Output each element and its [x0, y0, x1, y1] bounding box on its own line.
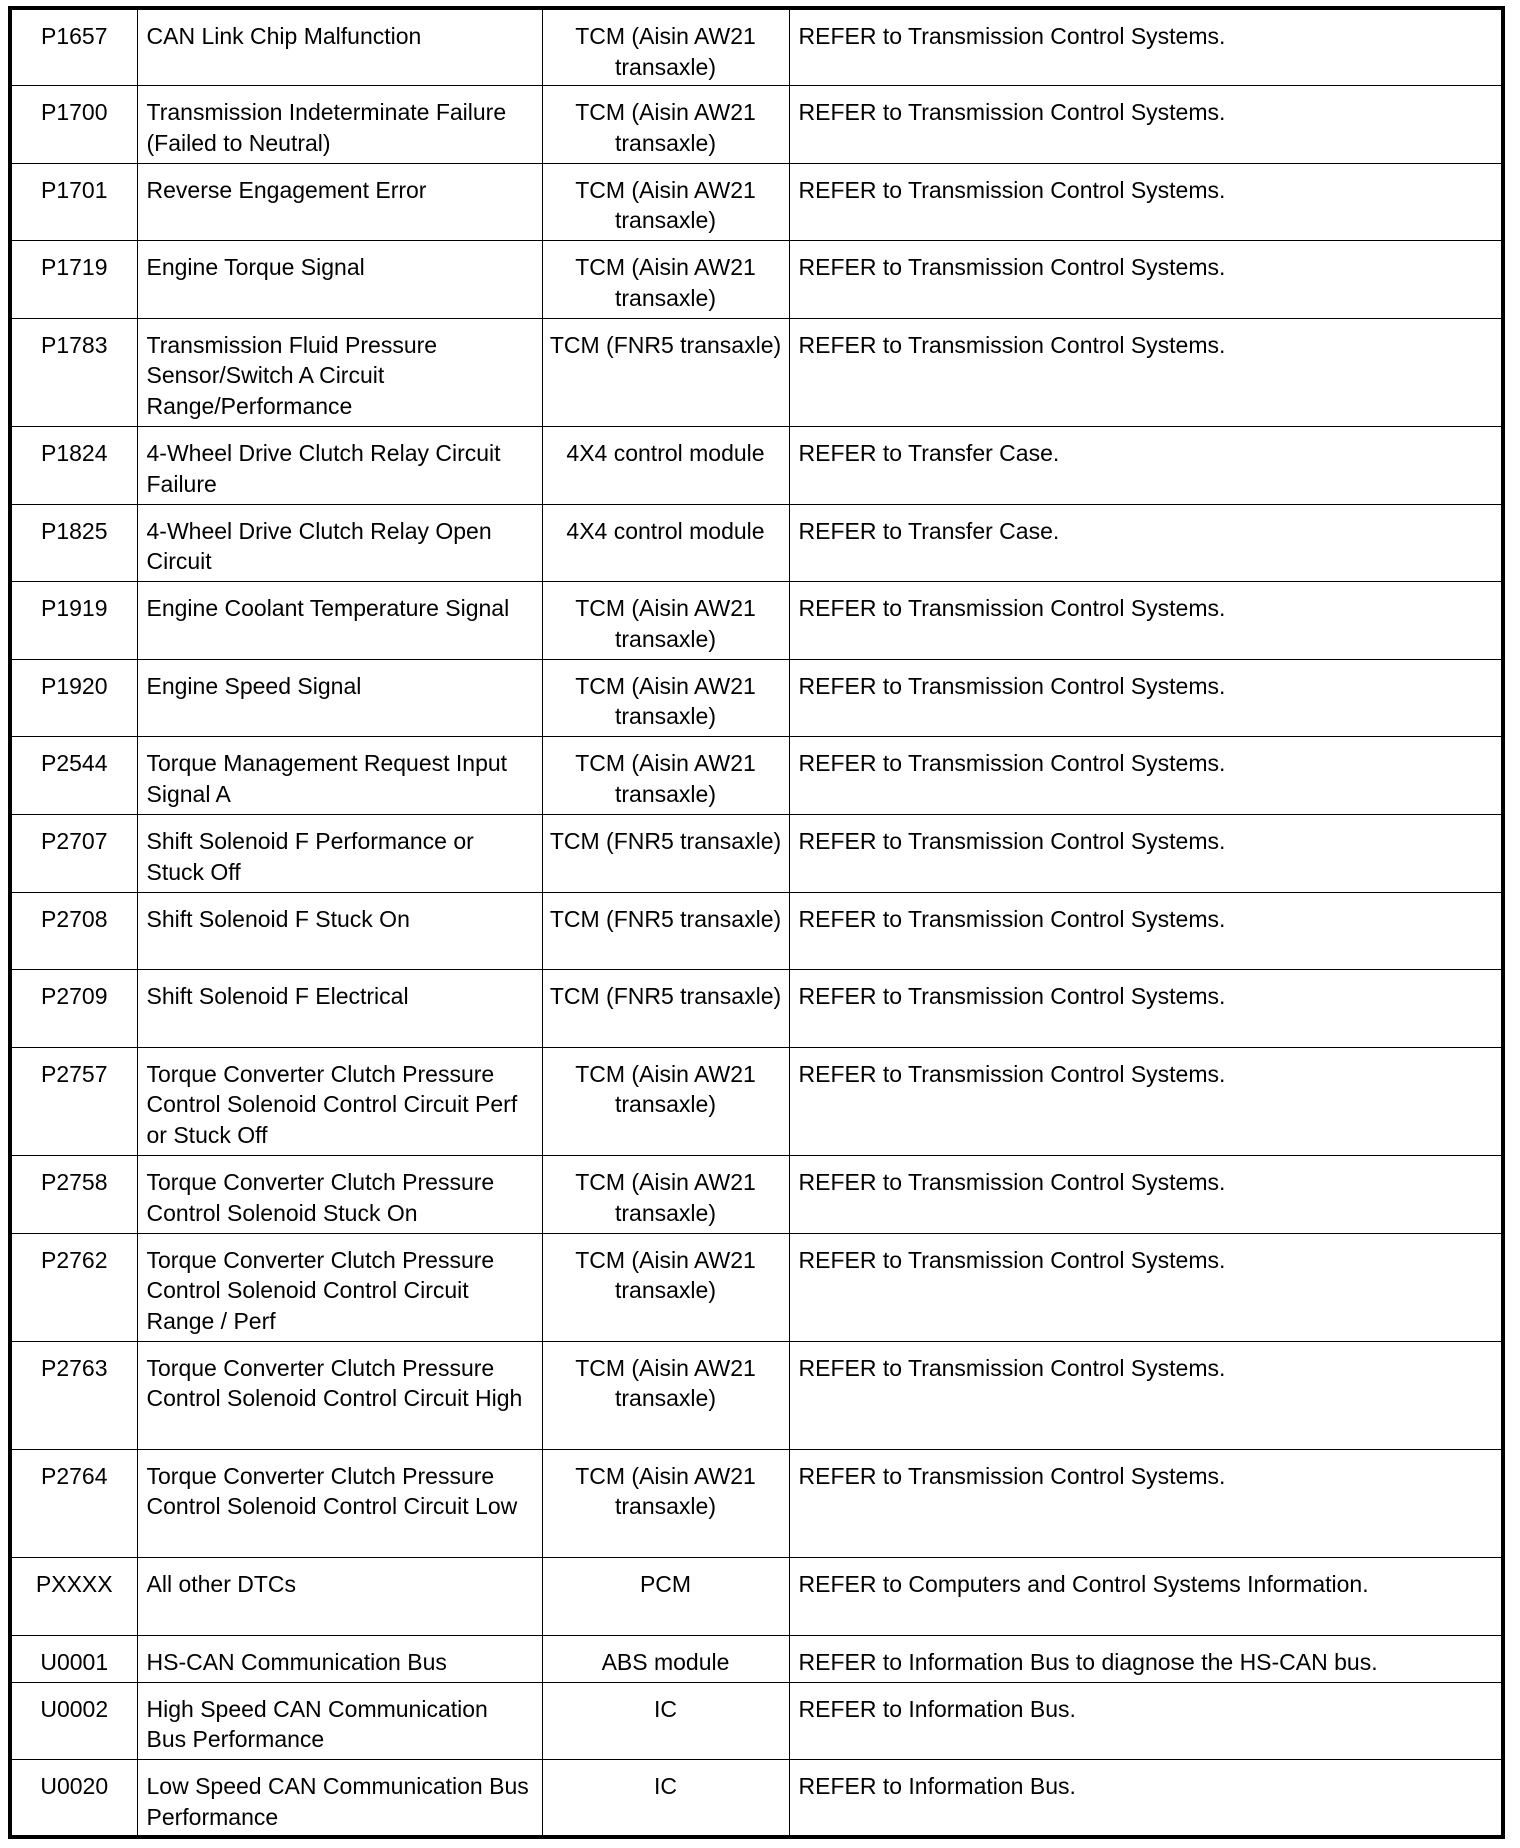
description-cell: Torque Converter Clutch Pressure Control Solenoid Control Circuit High: [137, 1341, 542, 1449]
dtc-code-cell: PXXXX: [10, 1558, 137, 1636]
table-row: [10, 582, 1503, 660]
action-cell: REFER to Transmission Control Systems.: [789, 163, 1503, 241]
dtc-table-body: [10, 8, 1503, 1837]
table-row: [10, 318, 1503, 426]
dtc-code-cell: P1700: [10, 86, 137, 164]
action-cell: REFER to Transmission Control Systems.: [789, 318, 1503, 426]
table-row: [10, 892, 1503, 970]
table-row: [10, 1156, 1503, 1234]
table-row: [10, 1449, 1503, 1557]
action-cell: REFER to Transmission Control Systems.: [789, 241, 1503, 319]
action-cell: REFER to Transmission Control Systems.: [789, 970, 1503, 1048]
description-cell: All other DTCs: [137, 1558, 542, 1636]
action-cell: REFER to Transmission Control Systems.: [789, 86, 1503, 164]
table-row: [10, 1558, 1503, 1636]
module-cell: TCM (Aisin AW21 transaxle): [542, 163, 789, 241]
module-cell: TCM (Aisin AW21 transaxle): [542, 8, 789, 86]
description-cell: Transmission Fluid Pressure Sensor/Switch A Circuit Range/Performance: [137, 318, 542, 426]
description-cell: Torque Management Request Input Signal A: [137, 737, 542, 815]
module-cell: TCM (Aisin AW21 transaxle): [542, 1047, 789, 1155]
dtc-code-cell: P1919: [10, 582, 137, 660]
action-cell: REFER to Transmission Control Systems.: [789, 1233, 1503, 1341]
table-row: [10, 1682, 1503, 1760]
dtc-code-cell: P2758: [10, 1156, 137, 1234]
action-cell: REFER to Transmission Control Systems.: [789, 1341, 1503, 1449]
dtc-code-cell: P1824: [10, 427, 137, 505]
module-cell: TCM (Aisin AW21 transaxle): [542, 659, 789, 737]
table-row: [10, 659, 1503, 737]
action-cell: REFER to Transmission Control Systems.: [789, 737, 1503, 815]
description-cell: Engine Speed Signal: [137, 659, 542, 737]
module-cell: IC: [542, 1760, 789, 1838]
action-cell: REFER to Information Bus.: [789, 1760, 1503, 1838]
description-cell: High Speed CAN Communication Bus Performance: [137, 1682, 542, 1760]
table-row: [10, 1760, 1503, 1838]
module-cell: TCM (Aisin AW21 transaxle): [542, 86, 789, 164]
module-cell: TCM (Aisin AW21 transaxle): [542, 1233, 789, 1341]
table-row: [10, 737, 1503, 815]
dtc-code-cell: P2707: [10, 815, 137, 893]
dtc-code-cell: U0002: [10, 1682, 137, 1760]
dtc-code-cell: P2764: [10, 1449, 137, 1557]
module-cell: TCM (Aisin AW21 transaxle): [542, 1341, 789, 1449]
table-row: [10, 163, 1503, 241]
dtc-code-cell: U0001: [10, 1635, 137, 1682]
table-row: [10, 86, 1503, 164]
description-cell: Transmission Indeterminate Failure (Failed to Neutral): [137, 86, 542, 164]
description-cell: CAN Link Chip Malfunction: [137, 8, 542, 86]
description-cell: Engine Coolant Temperature Signal: [137, 582, 542, 660]
description-cell: Torque Converter Clutch Pressure Control Solenoid Control Circuit Low: [137, 1449, 542, 1557]
description-cell: 4-Wheel Drive Clutch Relay Open Circuit: [137, 504, 542, 582]
table-row: [10, 1047, 1503, 1155]
dtc-code-cell: P1657: [10, 8, 137, 86]
table-row: [10, 970, 1503, 1048]
dtc-table: [8, 6, 1505, 1839]
description-cell: Shift Solenoid F Performance or Stuck Off: [137, 815, 542, 893]
action-cell: REFER to Transmission Control Systems.: [789, 892, 1503, 970]
description-cell: Torque Converter Clutch Pressure Control Solenoid Stuck On: [137, 1156, 542, 1234]
dtc-code-cell: P1825: [10, 504, 137, 582]
module-cell: TCM (FNR5 transaxle): [542, 970, 789, 1048]
action-cell: REFER to Transfer Case.: [789, 427, 1503, 505]
module-cell: 4X4 control module: [542, 504, 789, 582]
dtc-code-cell: P2763: [10, 1341, 137, 1449]
module-cell: 4X4 control module: [542, 427, 789, 505]
description-cell: Low Speed CAN Communication Bus Performance: [137, 1760, 542, 1838]
table-row: [10, 427, 1503, 505]
table-row: [10, 8, 1503, 86]
dtc-code-cell: P1920: [10, 659, 137, 737]
module-cell: TCM (Aisin AW21 transaxle): [542, 582, 789, 660]
description-cell: Reverse Engagement Error: [137, 163, 542, 241]
module-cell: TCM (FNR5 transaxle): [542, 318, 789, 426]
description-cell: 4-Wheel Drive Clutch Relay Circuit Failure: [137, 427, 542, 505]
table-row: [10, 504, 1503, 582]
dtc-code-cell: P2757: [10, 1047, 137, 1155]
module-cell: TCM (Aisin AW21 transaxle): [542, 1156, 789, 1234]
description-cell: Shift Solenoid F Stuck On: [137, 892, 542, 970]
table-row: [10, 1635, 1503, 1682]
action-cell: REFER to Transmission Control Systems.: [789, 1449, 1503, 1557]
action-cell: REFER to Transmission Control Systems.: [789, 1047, 1503, 1155]
table-row: [10, 815, 1503, 893]
module-cell: TCM (Aisin AW21 transaxle): [542, 1449, 789, 1557]
dtc-code-cell: P1719: [10, 241, 137, 319]
module-cell: IC: [542, 1682, 789, 1760]
module-cell: PCM: [542, 1558, 789, 1636]
dtc-code-cell: P2708: [10, 892, 137, 970]
dtc-code-cell: P2709: [10, 970, 137, 1048]
action-cell: REFER to Transmission Control Systems.: [789, 582, 1503, 660]
module-cell: ABS module: [542, 1635, 789, 1682]
dtc-code-cell: U0020: [10, 1760, 137, 1838]
description-cell: Torque Converter Clutch Pressure Control Solenoid Control Circuit Range / Perf: [137, 1233, 542, 1341]
table-row: [10, 1233, 1503, 1341]
module-cell: TCM (FNR5 transaxle): [542, 815, 789, 893]
dtc-code-cell: P2544: [10, 737, 137, 815]
description-cell: HS-CAN Communication Bus: [137, 1635, 542, 1682]
module-cell: TCM (FNR5 transaxle): [542, 892, 789, 970]
dtc-code-cell: P1701: [10, 163, 137, 241]
description-cell: Torque Converter Clutch Pressure Control Solenoid Control Circuit Perf or Stuck Off: [137, 1047, 542, 1155]
action-cell: REFER to Computers and Control Systems Information.: [789, 1558, 1503, 1636]
module-cell: TCM (Aisin AW21 transaxle): [542, 241, 789, 319]
table-row: [10, 1341, 1503, 1449]
description-cell: Shift Solenoid F Electrical: [137, 970, 542, 1048]
action-cell: REFER to Transmission Control Systems.: [789, 8, 1503, 86]
action-cell: REFER to Information Bus.: [789, 1682, 1503, 1760]
action-cell: REFER to Information Bus to diagnose the HS-CAN bus.: [789, 1635, 1503, 1682]
dtc-code-cell: P1783: [10, 318, 137, 426]
action-cell: REFER to Transmission Control Systems.: [789, 1156, 1503, 1234]
description-cell: Engine Torque Signal: [137, 241, 542, 319]
dtc-code-cell: P2762: [10, 1233, 137, 1341]
module-cell: TCM (Aisin AW21 transaxle): [542, 737, 789, 815]
action-cell: REFER to Transmission Control Systems.: [789, 815, 1503, 893]
table-row: [10, 241, 1503, 319]
action-cell: REFER to Transmission Control Systems.: [789, 659, 1503, 737]
action-cell: REFER to Transfer Case.: [789, 504, 1503, 582]
